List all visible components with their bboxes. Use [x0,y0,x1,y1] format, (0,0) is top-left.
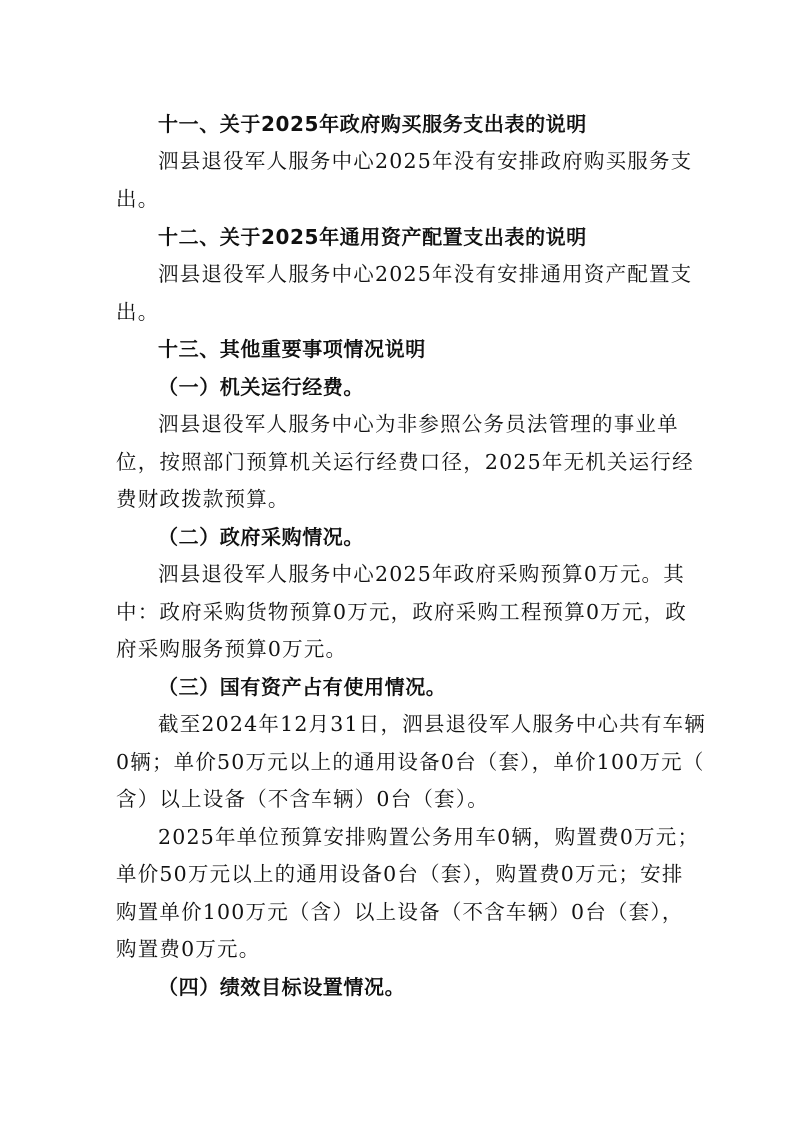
subsection-heading-1: （一）机关运行经费。 [158,375,364,399]
subsection-heading-2: （二）政府采购情况。 [158,525,364,549]
section-heading-11: 十一、关于2025年政府购买服务支出表的说明 [158,112,587,136]
paragraph-line: 截至2024年12月31日，泗县退役军人服务中心共有车辆 [158,712,706,736]
paragraph-line: 泗县退役军人服务中心为非参照公务员法管理的事业单 [158,412,679,436]
paragraph-line: 2025年单位预算安排购置公务用车0辆，购置费0万元； [158,825,700,849]
paragraph-line: 0辆；单价50万元以上的通用设备0台（套），单价100万元（ [116,750,705,774]
paragraph-line: 购置费0万元。 [116,937,261,961]
paragraph-line: 中：政府采购货物预算0万元，政府采购工程预算0万元，政 [116,600,687,624]
paragraph-line: 泗县退役军人服务中心2025年没有安排通用资产配置支 [158,262,693,286]
paragraph-line: 府采购服务预算0万元。 [116,637,348,661]
paragraph-line: 位，按照部门预算机关运行经费口径，2025年无机关运行经 [116,450,694,474]
paragraph-line: 泗县退役军人服务中心2025年政府采购预算0万元。其 [158,562,685,586]
paragraph-line: 出。 [116,187,160,211]
paragraph-line: 单价50万元以上的通用设备0台（套），购置费0万元；安排 [116,862,684,886]
subsection-heading-3: （三）国有资产占有使用情况。 [158,675,447,699]
paragraph-line: 含）以上设备（不含车辆）0台（套）。 [116,787,489,811]
section-heading-13: 十三、其他重要事项情况说明 [158,337,426,361]
paragraph-line: 泗县退役军人服务中心2025年没有安排政府购买服务支 [158,149,693,173]
paragraph-line: 购置单价100万元（含）以上设备（不含车辆）0台（套）， [116,900,684,924]
paragraph-line: 费财政拨款预算。 [116,487,290,511]
section-heading-12: 十二、关于2025年通用资产配置支出表的说明 [158,225,587,249]
subsection-heading-4: （四）绩效目标设置情况。 [158,975,406,999]
paragraph-line: 出。 [116,300,160,324]
